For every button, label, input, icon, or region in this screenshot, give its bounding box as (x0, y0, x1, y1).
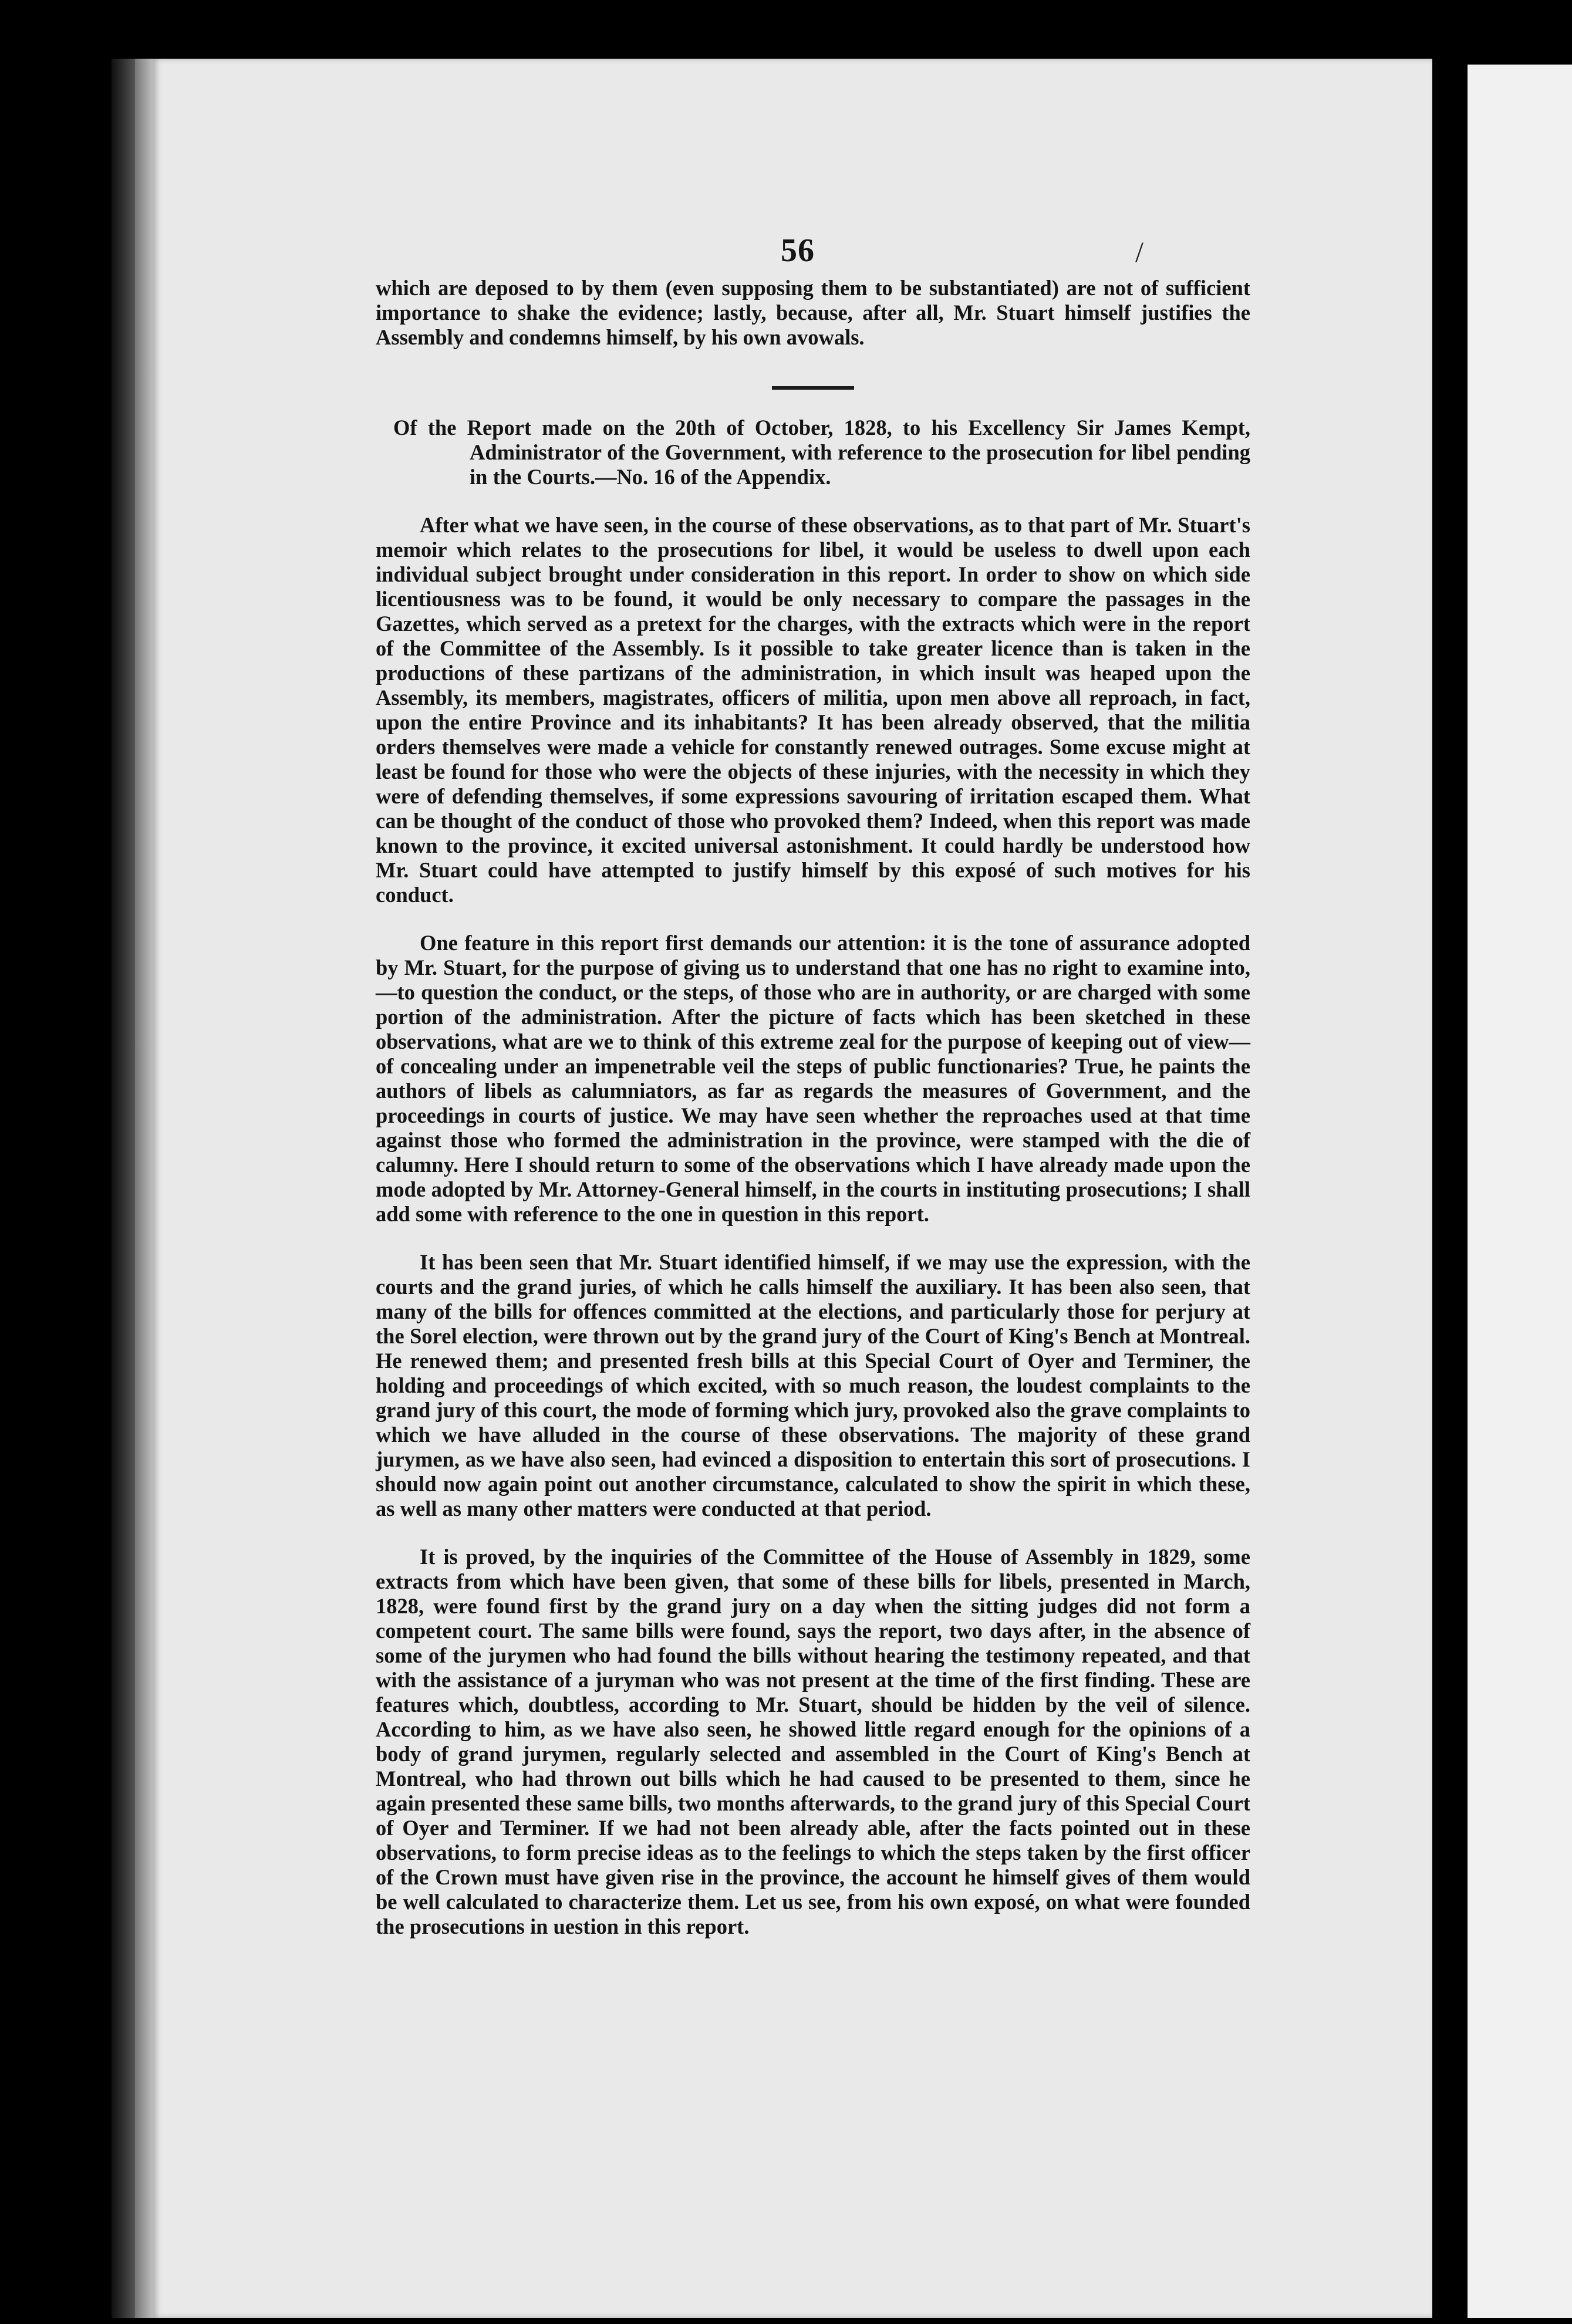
body-paragraph: It has been seen that Mr. Stuart identified himself, if we may use the expression, with the courts and the grand juries, of which he calls himself the auxiliary. It has been also seen, that many of the bills for offences committed at the elections, and particularly those for perjury at the Sorel election, were thrown out by the grand jury of the Court of King's Bench at Montreal. He renewed them; and presented fresh bills at this Special Court of Oyer and Terminer, the holding and proceedings of which excited, with so much reason, the loudest complaints to the grand jury of this court, the mode of forming which jury, provoked also the grave complaints to which we have alluded in the course of these observations. The majority of these grand jurymen, as we have also seen, had evinced a disposition to entertain this sort of prosecutions. I should now again point out another circumstance, calculated to show the spirit in which these, as well as many other matters were conducted at that period. (376, 1250, 1250, 1521)
section-divider (772, 386, 854, 390)
stray-pen-mark: / (1135, 235, 1143, 268)
section-heading: Of the Report made on the 20th of October, 1828, to his Excellency Sir James Kempt, Administrator of the Government, with reference to the prosecution for libel pending in the Courts.—No. 16 of the Appendix. (393, 416, 1250, 489)
body-paragraph: One feature in this report first demands our attention: it is the tone of assurance adopted by Mr. Stuart, for the purpose of giving us to understand that one has no right to examine into,—to question the conduct, or the steps, of those who are in authority, or are charged with some portion of the administration. After the picture of facts which has been sketched in these observations, what are we to think of this extreme zeal for the purpose of keeping out of view—of concealing under an impenetrable veil the steps of public functionaries? True, he paints the authors of libels as calumniators, as far as regards the measures of Government, and the proceedings in courts of justice. We may have seen whether the reproaches used at that time against those who formed the administration in the province, were stamped with the die of calumny. Here I should return to some of the observations which I have already made upon the mode adopted by Mr. Attorney-General himself, in the courts in instituting prosecutions; I shall add some with reference to the one in question in this report. (376, 931, 1250, 1226)
scan-left-margin (0, 0, 112, 2324)
body-paragraph: After what we have seen, in the course of these observations, as to that part of Mr. Stuart's memoir which relates to the prosecutions for libel, it would be useless to dwell upon each individual subject brought under consideration in this report. In order to show on which side licentiousness was to be found, it would be only necessary to compare the passages in the Gazettes, which served as a pretext for the charges, with the extracts which were in the report of the Committee of the Assembly. Is it possible to take greater licence than is taken in the productions of these partizans of the administration, in which insult was heaped upon the Assembly, its members, magistrates, officers of militia, upon men above all reproach, in fact, upon the entire Province and its inhabitants? It has been already observed, that the militia orders themselves were made a vehicle for constantly renewed outrages. Some excuse might at least be found for those who were the objects of these injuries, with the necessity in which they were of defending themselves, if some expressions savouring of irritation escaped them. What can be thought of the conduct of those who provoked them? Indeed, when this report was made known to the province, it excited universal astonishment. It could hardly be understood how Mr. Stuart could have attempted to justify himself by this exposé of such motives for his conduct. (376, 513, 1250, 907)
document-text (376, 276, 1250, 1939)
body-paragraph: It is proved, by the inquiries of the Committee of the House of Assembly in 1829, some extracts from which have been given, that some of these bills for libels, presented in March, 1828, were found first by the grand jury on a day when the sitting judges did not form a competent court. The same bills were found, says the report, two days after, in the absence of some of the jurymen who had found the bills without hearing the testimony repeated, and that with the assistance of a juryman who was not present at the time of the first finding. These are features which, doubtless, according to Mr. Stuart, should be hidden by the veil of silence. According to him, as we have also seen, he showed little regard enough for the opinions of a body of grand jurymen, regularly selected and assembled in the Court of King's Bench at Montreal, who had thrown out bills which he had caused to be presented to them, since he again presented these same bills, two months afterwards, to the grand jury of this Special Court of Oyer and Terminer. If we had not been already able, after the facts pointed out in these observations, to form precise ideas as to the feelings to which the steps taken by the first officer of the Crown must have given rise in the province, the account he himself gives of them would be well calculated to characterize them. Let us see, from his own exposé, on what were founded the prosecutions in uestion in this report. (376, 1545, 1250, 1938)
book-spine-shadow (112, 59, 135, 2318)
page-edge (135, 59, 153, 2318)
opening-paragraph: which are deposed to by them (even supposing them to be substantiated) are not of sufficient importance to shake the evidence; lastly, because, after all, Mr. Stuart himself justifies the Assembly and condemns himself, by his own avowals. (376, 276, 1250, 349)
facing-page-strip (1468, 65, 1572, 2318)
page-number: 56 (781, 232, 815, 269)
